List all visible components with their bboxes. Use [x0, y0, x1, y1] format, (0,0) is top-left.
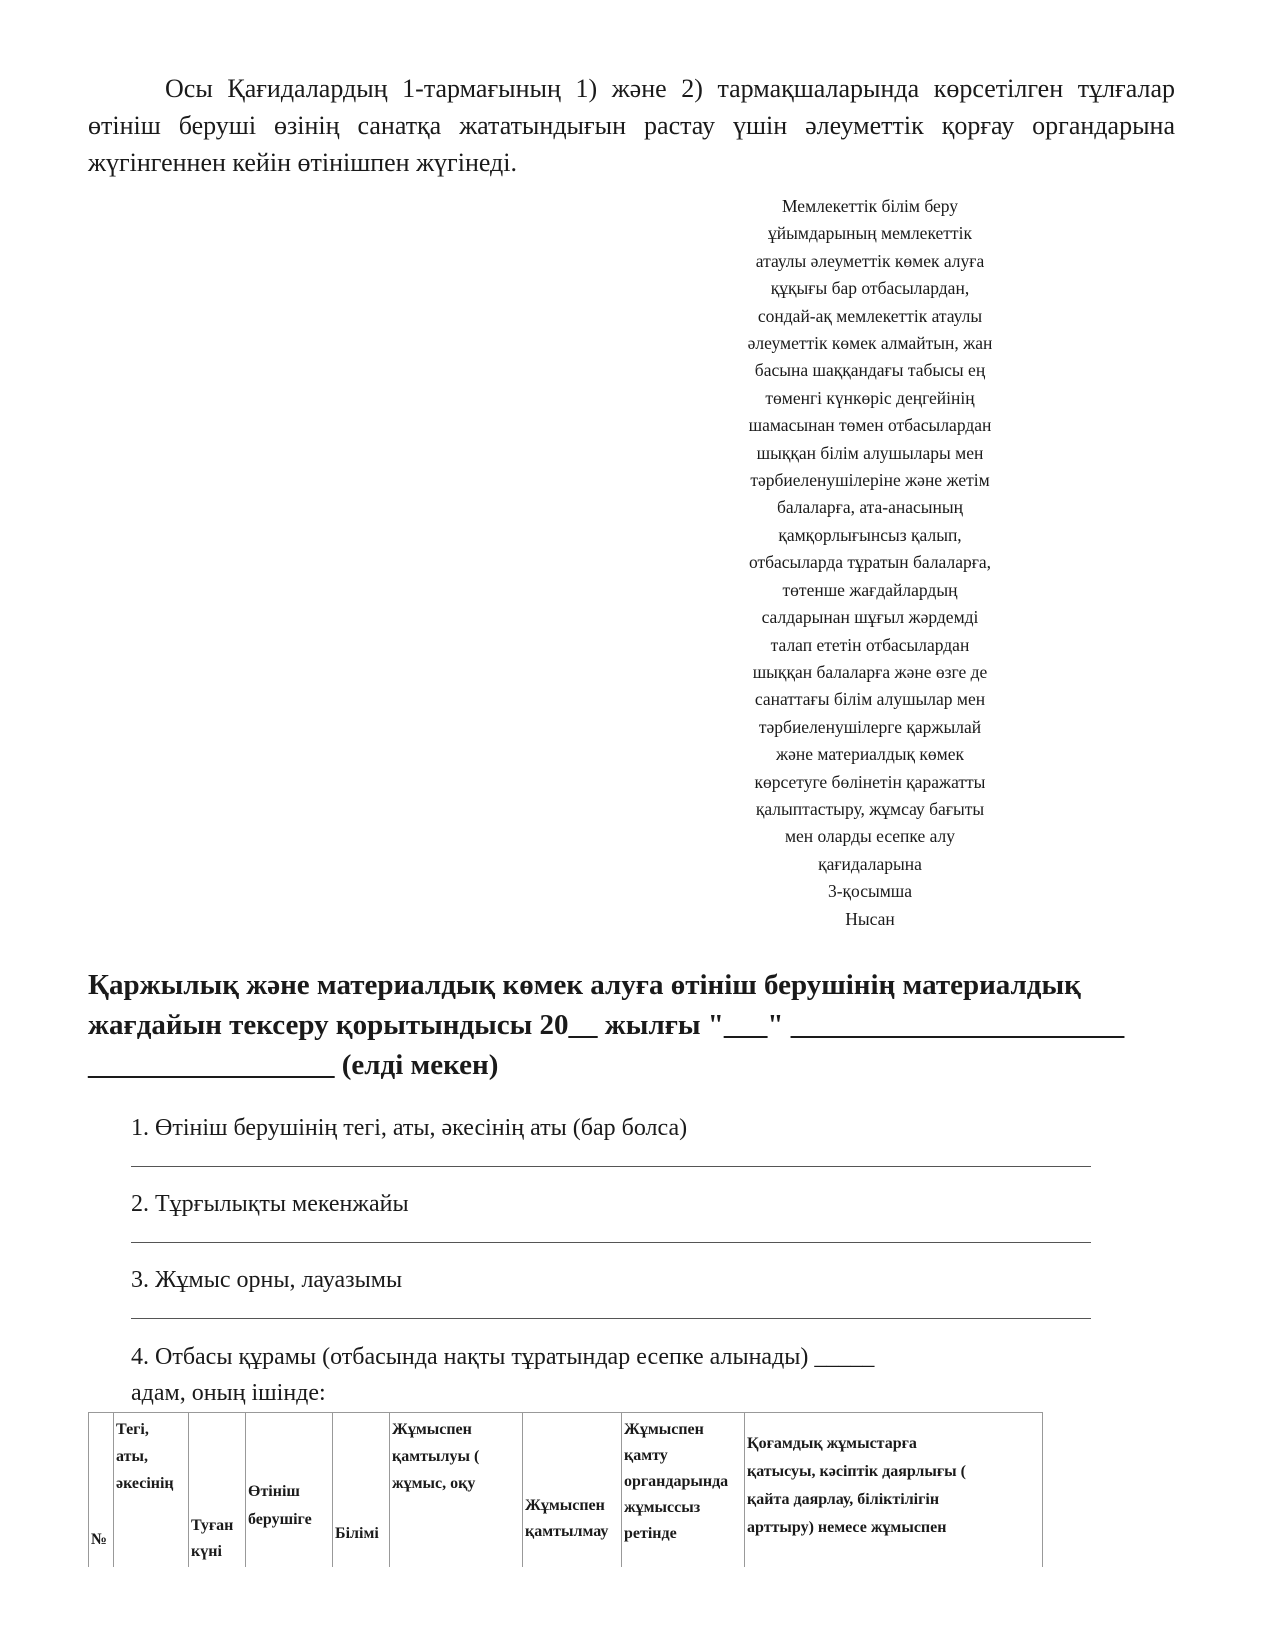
header-text: қамтылмау [525, 1523, 609, 1540]
annex-line: әлеуметтік көмек алмайтын, жан [747, 333, 993, 354]
header-text: Туған [191, 1517, 234, 1534]
header-text: берушіге [248, 1511, 312, 1528]
annex-line: шамасынан төмен отбасылардан [748, 415, 992, 436]
header-text: аты, [116, 1448, 148, 1465]
annex-line: қамқорлығынсыз қалып, [778, 524, 962, 545]
annex-line: ұйымдарының мемлекеттік [768, 223, 972, 244]
col-relation [246, 1413, 333, 1568]
header-text: ретінде [624, 1525, 677, 1542]
col-employment [390, 1413, 523, 1568]
form-title-line: Қаржылық және материалдық көмек алуға өтініш берушінің материалдық [88, 969, 1081, 1001]
annex-line: көрсетуге бөлінетін қаражатты [754, 771, 986, 792]
annex-line: және материалдық көмек [776, 744, 964, 765]
form-label: Нысан [845, 908, 895, 929]
form-fields [131, 1115, 1091, 1411]
annex-line: салдарынан шұғыл жәрдемді [761, 607, 979, 628]
annex-line: мен оларды есепке алу [784, 826, 956, 847]
fill-line[interactable] [131, 1166, 1091, 1167]
annex-line: төменгі күнкөріс деңгейінің [765, 387, 975, 408]
header-text: жұмыссыз [624, 1499, 701, 1516]
header-text: Білімі [335, 1525, 379, 1542]
annex-block [700, 193, 1040, 933]
annex-line: тәрбиеленушілерге қаржылай [758, 716, 982, 737]
col-education [333, 1413, 390, 1568]
header-text: қатысуы, кәсіптік даярлығы ( [747, 1463, 966, 1480]
header-text: № [91, 1531, 108, 1548]
annex-line: тәрбиеленушілеріне және жетім [750, 470, 990, 491]
header-text: Жұмыспен [624, 1421, 704, 1438]
col-registered-unemployed [622, 1413, 745, 1568]
header-text: қамтылуы ( [392, 1448, 480, 1465]
field-label: 1. Өтініш берушінің тегі, аты, әкесінің аты (бар болса) [131, 1115, 688, 1141]
annex-line: қағидаларына [818, 853, 922, 874]
annex-line: құқығы бар отбасылардан, [770, 278, 970, 299]
family-members-table [88, 1412, 1043, 1567]
form-title-line: _________________ (елді мекен) [88, 1049, 499, 1081]
annex-line: басына шаққандағы табысы ең [754, 360, 986, 381]
annex-line: Мемлекеттік білім беру [781, 196, 959, 216]
col-birth-date [189, 1413, 246, 1568]
annex-line: сондай-ақ мемлекеттік атаулы [757, 305, 983, 326]
form-title-line: жағдайын тексеру қорытындысы 20__ жылғы "___" _______________________ [88, 1009, 1125, 1041]
field-label: 3. Жұмыс орны, лауазымы [131, 1267, 403, 1293]
header-text: органдарында [624, 1473, 729, 1490]
col-full-name [114, 1413, 189, 1568]
form-title [88, 965, 1178, 1085]
col-public-works [745, 1413, 1043, 1568]
field-label: 4. Отбасы құрамы (отбасында нақты тұратындар есепке алынады) _____ [131, 1344, 875, 1370]
col-number [89, 1413, 114, 1568]
fill-line[interactable] [131, 1242, 1091, 1243]
table-header-row [89, 1413, 1043, 1568]
intro-paragraph: Осы Қағидалардың 1-тармағының 1) және 2) тармақшаларында көрсетілген тұлғалар өтініш беруші өзінің санатқа жататындығын растау үшін әлеуметтік қорғау органдарына жүгінгеннен кейін өтінішпен жүгінеді. [88, 74, 1175, 177]
header-text: Жұмыспен [392, 1421, 472, 1438]
header-text: қамту [624, 1447, 668, 1464]
applicant-name-field [131, 1115, 1091, 1191]
fill-line[interactable] [131, 1318, 1091, 1319]
annex-number: 3-қосымша [827, 881, 913, 902]
annex-line: балаларға, ата-анасының [776, 497, 964, 518]
annex-line: төтенше жағдайлардың [782, 579, 958, 600]
annex-line: шыққан балаларға және өзге де [752, 661, 988, 682]
annex-line: отбасыларда тұратын балаларға, [748, 552, 992, 573]
header-text: Өтініш [248, 1483, 300, 1500]
header-text: Тегі, [116, 1421, 149, 1438]
header-text: қайта даярлау, біліктілігін [747, 1491, 940, 1508]
header-text: Жұмыспен [525, 1497, 605, 1514]
address-field [131, 1191, 1091, 1267]
annex-line: санаттағы білім алушылар мен [754, 689, 986, 710]
annex-line: атаулы әлеуметтік көмек алуға [755, 250, 985, 271]
header-text: жұмыс, оқу [392, 1475, 476, 1492]
col-unemployed [523, 1413, 622, 1568]
field-label: 2. Тұрғылықты мекенжайы [131, 1191, 409, 1217]
annex-line: қалыптастыру, жұмсау бағыты [755, 798, 985, 819]
family-composition-field [131, 1339, 1091, 1411]
annex-line: шыққан білім алушылары мен [756, 442, 984, 463]
workplace-field [131, 1267, 1091, 1343]
header-text: күні [191, 1543, 222, 1560]
header-text: Қоғамдық жұмыстарға [747, 1435, 917, 1452]
header-text: әкесінің [116, 1475, 174, 1492]
annex-line: талап ететін отбасылардан [770, 634, 970, 655]
header-text: арттыру) немесе жұмыспен [747, 1519, 947, 1536]
field-label: адам, оның ішінде: [131, 1380, 326, 1406]
